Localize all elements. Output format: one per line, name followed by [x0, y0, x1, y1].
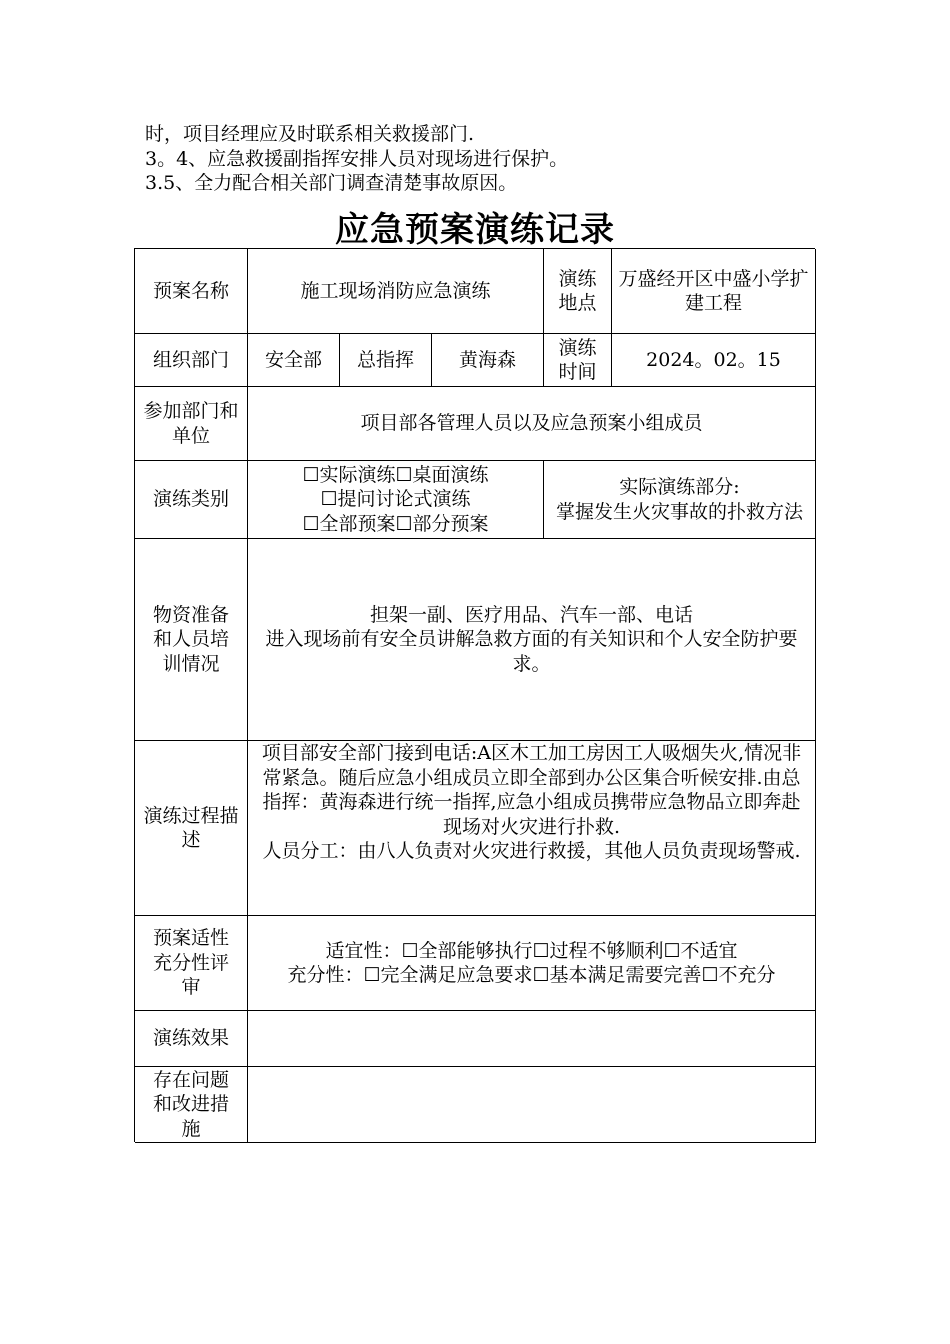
intro-line-2: 3。4、应急救援副指挥安排人员对现场进行保护。: [145, 147, 569, 170]
drill-record-table: [134, 248, 815, 1142]
category-options-line-1: ☐实际演练☐桌面演练: [302, 463, 489, 486]
plan-name-value: 施工现场消防应急演练: [248, 249, 544, 334]
category-options-line-3: ☐全部预案☐部分预案: [302, 512, 489, 535]
participants-value: 项目部各管理人员以及应急预案小组成员: [248, 387, 816, 461]
commander-label: 总指挥: [340, 334, 432, 387]
category-options-line-2: ☐提问讨论式演练: [320, 488, 471, 511]
participants-label: 参加部门和单位: [135, 387, 248, 461]
intro-line-1: 时，项目经理应及时联系相关救援部门.: [145, 123, 475, 145]
suitability-value-line-1: 适宜性：☐全部能够执行☐过程不够顺利☐不适宜: [325, 939, 738, 962]
process-value-line-1: 项目部安全部门接到电话:A区木工加工房因工人吸烟失火,情况非常紧急。随后应急小组成员立即全部到办公区集合听候安排.由总指挥：黄海森进行统一指挥,应急小组成员携带应急物品立即奔赴现场对火灾进行扑救.: [261, 742, 802, 838]
process-value: [248, 741, 816, 916]
materials-label: 物资准备和人员培训情况: [135, 539, 248, 741]
actual-drill-part-line-2: 掌握发生火灾事故的扑救方法: [556, 500, 804, 523]
intro-text: [145, 122, 568, 196]
time-label: 演练时间: [544, 334, 612, 387]
suitability-value-line-2: 充分性：☐完全满足应急要求☐基本满足需要完善☐不充分: [287, 964, 776, 986]
time-value: 2024。02。15: [612, 334, 816, 387]
category-label: 演练类别: [135, 461, 248, 539]
issues-value: [248, 1067, 816, 1143]
org-dept-value: 安全部: [248, 334, 340, 387]
effect-value: [248, 1011, 816, 1067]
materials-value-line-1: 担架一副、医疗用品、汽车一部、电话: [369, 603, 693, 626]
plan-name-label: 预案名称: [135, 249, 248, 334]
intro-line-3: 3.5、全力配合相关部门调查清楚事故原因。: [145, 172, 518, 194]
process-value-line-2: 人员分工：由八人负责对火灾进行救援，其他人员负责现场警戒.: [262, 840, 801, 862]
materials-value: [248, 539, 816, 741]
location-value: 万盛经开区中盛小学扩建工程: [612, 249, 816, 334]
actual-drill-part-line-1: 实际演练部分:: [619, 476, 740, 498]
org-dept-label: 组织部门: [135, 334, 248, 387]
effect-label: 演练效果: [135, 1011, 248, 1067]
suitability-value: [248, 916, 816, 1011]
actual-drill-part: [544, 461, 816, 539]
process-label: 演练过程描述: [135, 741, 248, 916]
commander-value: 黄海森: [432, 334, 544, 387]
category-options: [248, 461, 544, 539]
materials-value-line-2: 进入现场前有安全员讲解急救方面的有关知识和个人安全防护要求。: [265, 628, 798, 675]
suitability-label: 预案适性充分性评审: [135, 916, 248, 1011]
location-label: 演练地点: [544, 249, 612, 334]
issues-label: 存在问题和改进措施: [135, 1067, 248, 1143]
document-title: 应急预案演练记录: [335, 210, 615, 250]
